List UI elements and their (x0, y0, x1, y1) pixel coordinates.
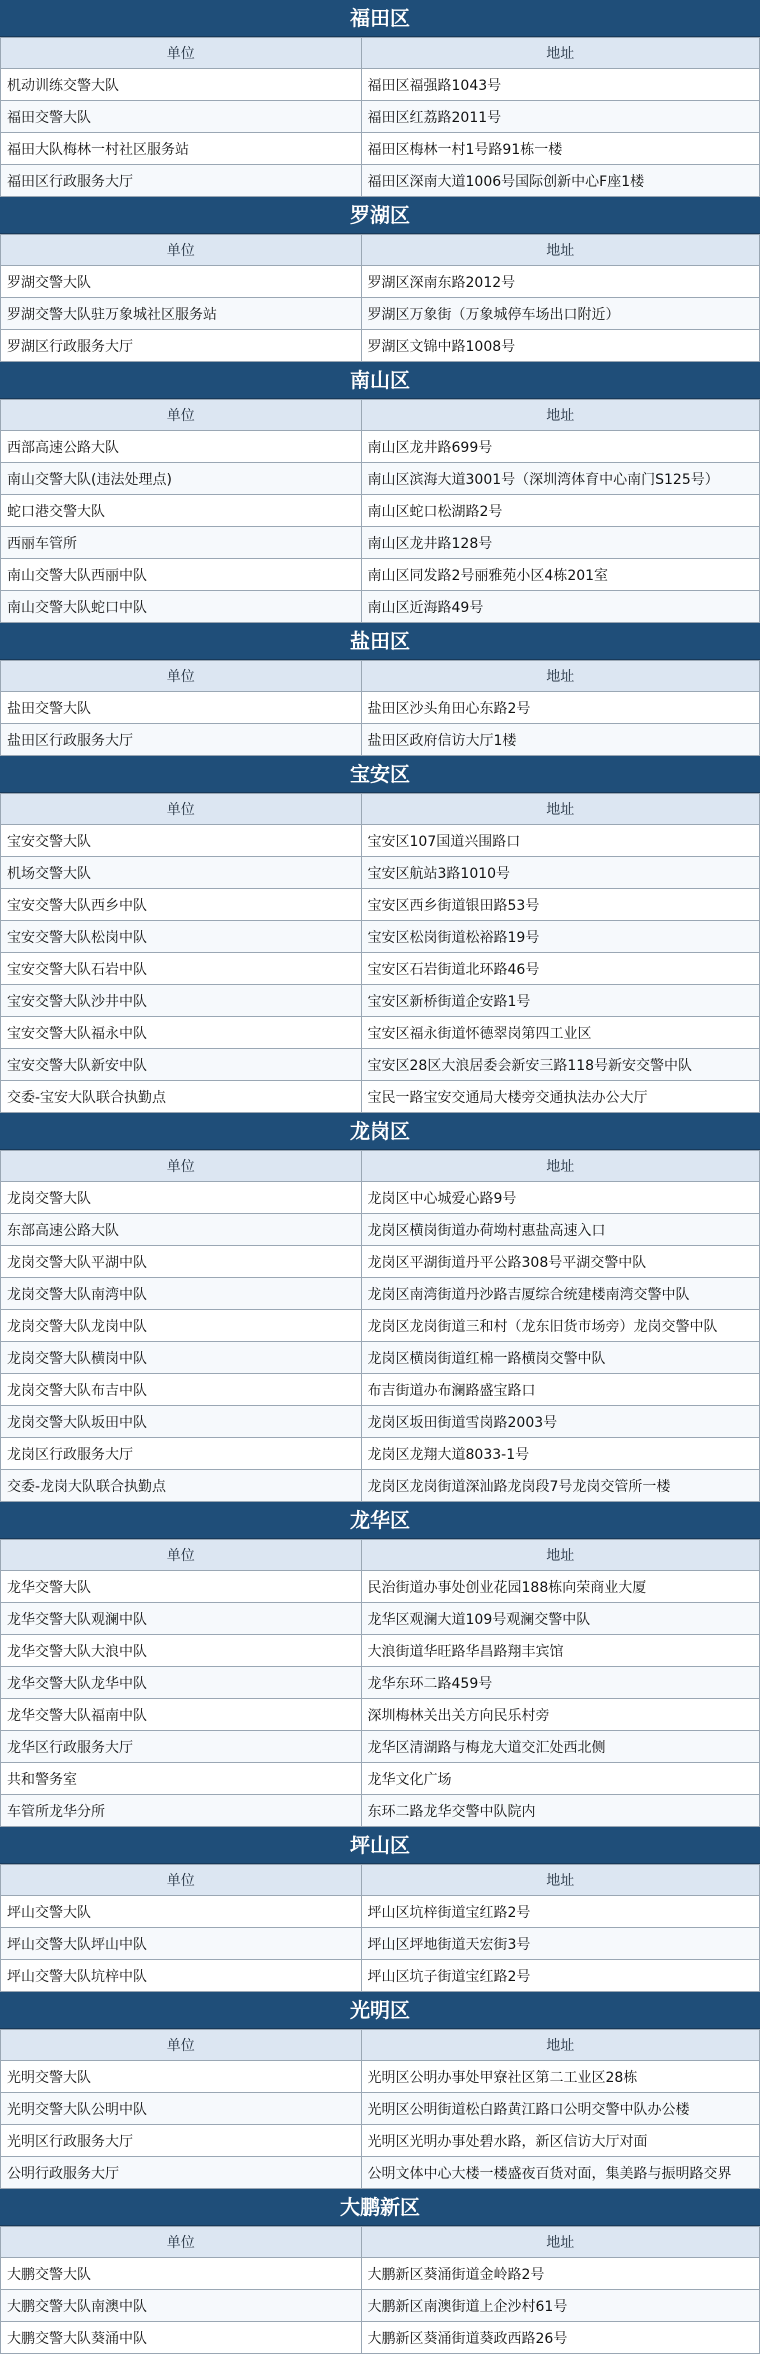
unit-cell: 机动训练交警大队 (1, 69, 362, 101)
table-header-row (1, 1865, 760, 1896)
unit-cell: 福田区行政服务大厅 (1, 165, 362, 197)
unit-cell: 坪山交警大队坪山中队 (1, 1928, 362, 1960)
address-cell: 南山区蛇口松湖路2号 (361, 495, 759, 527)
unit-cell: 大鹏交警大队南澳中队 (1, 2290, 362, 2322)
table-row (1, 1017, 760, 1049)
table-row (1, 1310, 760, 1342)
table-row (1, 1374, 760, 1406)
district-title: 盐田区 (0, 623, 760, 660)
address-cell: 龙岗区龙翔大道8033-1号 (361, 1438, 759, 1470)
address-cell: 光明区光明办事处碧水路，新区信访大厅对面 (361, 2125, 759, 2157)
table-row (1, 2093, 760, 2125)
unit-cell: 西部高速公路大队 (1, 431, 362, 463)
table-row (1, 2061, 760, 2093)
district-table (0, 1864, 760, 1992)
address-cell: 光明区公明街道松白路黄江路口公明交警中队办公楼 (361, 2093, 759, 2125)
district-table (0, 1539, 760, 1827)
table-row (1, 2322, 760, 2354)
table-row (1, 1049, 760, 1081)
table-row (1, 298, 760, 330)
unit-cell: 龙华交警大队福南中队 (1, 1699, 362, 1731)
unit-cell: 宝安交警大队石岩中队 (1, 953, 362, 985)
column-header-unit: 单位 (1, 1865, 362, 1896)
column-header-address: 地址 (361, 1151, 759, 1182)
unit-cell: 机场交警大队 (1, 857, 362, 889)
unit-cell: 宝安交警大队新安中队 (1, 1049, 362, 1081)
district-table (0, 234, 760, 362)
table-row (1, 495, 760, 527)
district-table (0, 37, 760, 197)
table-row (1, 527, 760, 559)
unit-cell: 罗湖区行政服务大厅 (1, 330, 362, 362)
address-cell: 龙岗区平湖街道丹平公路308号平湖交警中队 (361, 1246, 759, 1278)
table-row (1, 591, 760, 623)
unit-cell: 龙华交警大队 (1, 1571, 362, 1603)
unit-cell: 福田大队梅林一村社区服务站 (1, 133, 362, 165)
address-cell: 南山区同发路2号丽雅苑小区4栋201室 (361, 559, 759, 591)
district-title: 宝安区 (0, 756, 760, 793)
address-cell: 龙岗区南湾街道丹沙路吉厦综合统建楼南湾交警中队 (361, 1278, 759, 1310)
address-cell: 福田区福强路1043号 (361, 69, 759, 101)
table-row (1, 953, 760, 985)
district-table (0, 793, 760, 1113)
table-header-row (1, 2030, 760, 2061)
table-row (1, 2157, 760, 2189)
unit-cell: 龙岗交警大队南湾中队 (1, 1278, 362, 1310)
column-header-unit: 单位 (1, 1540, 362, 1571)
district-table (0, 1150, 760, 1502)
address-cell: 坪山区坪地街道天宏街3号 (361, 1928, 759, 1960)
unit-cell: 龙岗交警大队布吉中队 (1, 1374, 362, 1406)
district-table (0, 2029, 760, 2189)
address-cell: 龙岗区中心城爱心路9号 (361, 1182, 759, 1214)
table-row (1, 330, 760, 362)
table-row (1, 1795, 760, 1827)
column-header-address: 地址 (361, 794, 759, 825)
address-cell: 宝安区28区大浪居委会新安三路118号新安交警中队 (361, 1049, 759, 1081)
district-title: 龙岗区 (0, 1113, 760, 1150)
table-row (1, 857, 760, 889)
column-header-unit: 单位 (1, 1151, 362, 1182)
unit-cell: 盐田区行政服务大厅 (1, 724, 362, 756)
unit-cell: 宝安交警大队 (1, 825, 362, 857)
column-header-address: 地址 (361, 2030, 759, 2061)
table-row (1, 165, 760, 197)
table-row (1, 133, 760, 165)
table-row (1, 559, 760, 591)
address-cell: 龙华文化广场 (361, 1763, 759, 1795)
table-row (1, 1278, 760, 1310)
address-cell: 龙华区观澜大道109号观澜交警中队 (361, 1603, 759, 1635)
table-row (1, 1960, 760, 1992)
table-row (1, 101, 760, 133)
table-header-row (1, 1540, 760, 1571)
table-header-row (1, 235, 760, 266)
unit-cell: 龙华交警大队大浪中队 (1, 1635, 362, 1667)
table-row (1, 431, 760, 463)
table-header-row (1, 661, 760, 692)
address-cell: 民治街道办事处创业花园188栋向荣商业大厦 (361, 1571, 759, 1603)
table-header-row (1, 794, 760, 825)
address-cell: 龙岗区龙岗街道三和村（龙东旧货市场旁）龙岗交警中队 (361, 1310, 759, 1342)
table-header-row (1, 400, 760, 431)
table-row (1, 889, 760, 921)
table-row (1, 2290, 760, 2322)
unit-cell: 龙华区行政服务大厅 (1, 1731, 362, 1763)
unit-cell: 宝安交警大队沙井中队 (1, 985, 362, 1017)
table-row (1, 266, 760, 298)
unit-cell: 交委-龙岗大队联合执勤点 (1, 1470, 362, 1502)
address-cell: 盐田区沙头角田心东路2号 (361, 692, 759, 724)
column-header-address: 地址 (361, 400, 759, 431)
table-row (1, 1731, 760, 1763)
table-row (1, 825, 760, 857)
address-cell: 宝民一路宝安交通局大楼旁交通执法办公大厅 (361, 1081, 759, 1113)
address-cell: 龙岗区横岗街道办荷坳村惠盐高速入口 (361, 1214, 759, 1246)
table-row (1, 1667, 760, 1699)
table-row (1, 1928, 760, 1960)
table-header-row (1, 1151, 760, 1182)
table-row (1, 1699, 760, 1731)
address-cell: 布吉街道办布澜路盛宝路口 (361, 1374, 759, 1406)
unit-cell: 龙岗区行政服务大厅 (1, 1438, 362, 1470)
unit-cell: 共和警务室 (1, 1763, 362, 1795)
address-cell: 坪山区坑子街道宝红路2号 (361, 1960, 759, 1992)
address-cell: 东环二路龙华交警中队院内 (361, 1795, 759, 1827)
address-cell: 宝安区石岩街道北环路46号 (361, 953, 759, 985)
column-header-address: 地址 (361, 661, 759, 692)
unit-cell: 龙岗交警大队龙岗中队 (1, 1310, 362, 1342)
table-header-row (1, 38, 760, 69)
table-row (1, 2258, 760, 2290)
address-cell: 南山区近海路49号 (361, 591, 759, 623)
district-table (0, 399, 760, 623)
address-cell: 南山区龙井路699号 (361, 431, 759, 463)
table-row (1, 1438, 760, 1470)
table-row (1, 69, 760, 101)
unit-cell: 光明交警大队 (1, 2061, 362, 2093)
table-row (1, 1246, 760, 1278)
address-cell: 龙华区清湖路与梅龙大道交汇处西北侧 (361, 1731, 759, 1763)
unit-cell: 龙华交警大队龙华中队 (1, 1667, 362, 1699)
unit-cell: 龙岗交警大队平湖中队 (1, 1246, 362, 1278)
table-row (1, 1763, 760, 1795)
column-header-address: 地址 (361, 1540, 759, 1571)
table-row (1, 724, 760, 756)
unit-cell: 车管所龙华分所 (1, 1795, 362, 1827)
column-header-unit: 单位 (1, 400, 362, 431)
district-title: 坪山区 (0, 1827, 760, 1864)
unit-cell: 龙岗交警大队坂田中队 (1, 1406, 362, 1438)
address-cell: 光明区公明办事处甲寮社区第二工业区28栋 (361, 2061, 759, 2093)
unit-cell: 公明行政服务大厅 (1, 2157, 362, 2189)
column-header-unit: 单位 (1, 235, 362, 266)
district-title: 龙华区 (0, 1502, 760, 1539)
table-row (1, 1571, 760, 1603)
unit-cell: 福田交警大队 (1, 101, 362, 133)
address-cell: 大浪街道华旺路华昌路翔丰宾馆 (361, 1635, 759, 1667)
table-row (1, 463, 760, 495)
unit-cell: 宝安交警大队福永中队 (1, 1017, 362, 1049)
unit-cell: 蛇口港交警大队 (1, 495, 362, 527)
table-row (1, 692, 760, 724)
column-header-unit: 单位 (1, 2030, 362, 2061)
address-cell: 大鹏新区葵涌街道金岭路2号 (361, 2258, 759, 2290)
table-row (1, 1342, 760, 1374)
address-cell: 公明文体中心大楼一楼盛夜百货对面，集美路与振明路交界 (361, 2157, 759, 2189)
table-row (1, 1406, 760, 1438)
unit-cell: 东部高速公路大队 (1, 1214, 362, 1246)
table-row (1, 1896, 760, 1928)
unit-cell: 南山交警大队蛇口中队 (1, 591, 362, 623)
table-header-row (1, 2227, 760, 2258)
address-cell: 罗湖区文锦中路1008号 (361, 330, 759, 362)
district-title: 光明区 (0, 1992, 760, 2029)
address-cell: 龙岗区横岗街道红棉一路横岗交警中队 (361, 1342, 759, 1374)
table-row (1, 1635, 760, 1667)
address-cell: 坪山区坑梓街道宝红路2号 (361, 1896, 759, 1928)
unit-cell: 龙岗交警大队 (1, 1182, 362, 1214)
address-cell: 大鹏新区葵涌街道葵政西路26号 (361, 2322, 759, 2354)
table-row (1, 1214, 760, 1246)
unit-cell: 南山交警大队西丽中队 (1, 559, 362, 591)
column-header-unit: 单位 (1, 794, 362, 825)
unit-cell: 光明交警大队公明中队 (1, 2093, 362, 2125)
unit-cell: 交委-宝安大队联合执勤点 (1, 1081, 362, 1113)
column-header-address: 地址 (361, 1865, 759, 1896)
address-cell: 福田区红荔路2011号 (361, 101, 759, 133)
column-header-address: 地址 (361, 38, 759, 69)
address-cell: 龙华东环二路459号 (361, 1667, 759, 1699)
unit-cell: 罗湖交警大队 (1, 266, 362, 298)
address-cell: 宝安区福永街道怀德翠岗第四工业区 (361, 1017, 759, 1049)
unit-cell: 西丽车管所 (1, 527, 362, 559)
unit-cell: 宝安交警大队西乡中队 (1, 889, 362, 921)
column-header-unit: 单位 (1, 38, 362, 69)
column-header-address: 地址 (361, 2227, 759, 2258)
address-cell: 南山区滨海大道3001号（深圳湾体育中心南门S125号） (361, 463, 759, 495)
unit-cell: 大鹏交警大队葵涌中队 (1, 2322, 362, 2354)
unit-cell: 罗湖交警大队驻万象城社区服务站 (1, 298, 362, 330)
address-cell: 龙岗区坂田街道雪岗路2003号 (361, 1406, 759, 1438)
district-table (0, 660, 760, 756)
address-cell: 罗湖区深南东路2012号 (361, 266, 759, 298)
address-cell: 深圳梅林关出关方向民乐村旁 (361, 1699, 759, 1731)
unit-cell: 龙华交警大队观澜中队 (1, 1603, 362, 1635)
district-title: 大鹏新区 (0, 2189, 760, 2226)
district-title: 罗湖区 (0, 197, 760, 234)
table-row (1, 985, 760, 1017)
district-title: 南山区 (0, 362, 760, 399)
address-cell: 大鹏新区南澳街道上企沙村61号 (361, 2290, 759, 2322)
unit-cell: 盐田交警大队 (1, 692, 362, 724)
table-row (1, 1081, 760, 1113)
column-header-unit: 单位 (1, 661, 362, 692)
table-row (1, 921, 760, 953)
unit-cell: 宝安交警大队松岗中队 (1, 921, 362, 953)
unit-cell: 坪山交警大队 (1, 1896, 362, 1928)
column-header-address: 地址 (361, 235, 759, 266)
address-cell: 盐田区政府信访大厅1楼 (361, 724, 759, 756)
address-cell: 龙岗区龙岗街道深汕路龙岗段7号龙岗交管所一楼 (361, 1470, 759, 1502)
address-cell: 宝安区西乡街道银田路53号 (361, 889, 759, 921)
column-header-unit: 单位 (1, 2227, 362, 2258)
table-row (1, 1470, 760, 1502)
table-row (1, 2125, 760, 2157)
address-cell: 宝安区航站3路1010号 (361, 857, 759, 889)
district-table (0, 2226, 760, 2354)
address-cell: 福田区深南大道1006号国际创新中心F座1楼 (361, 165, 759, 197)
unit-cell: 坪山交警大队坑梓中队 (1, 1960, 362, 1992)
address-cell: 宝安区新桥街道企安路1号 (361, 985, 759, 1017)
unit-cell: 光明区行政服务大厅 (1, 2125, 362, 2157)
address-cell: 宝安区松岗街道松裕路19号 (361, 921, 759, 953)
table-row (1, 1603, 760, 1635)
address-cell: 宝安区107国道兴围路口 (361, 825, 759, 857)
unit-cell: 龙岗交警大队横岗中队 (1, 1342, 362, 1374)
address-cell: 福田区梅林一村1号路91栋一楼 (361, 133, 759, 165)
unit-cell: 大鹏交警大队 (1, 2258, 362, 2290)
address-cell: 罗湖区万象街（万象城停车场出口附近） (361, 298, 759, 330)
address-cell: 南山区龙井路128号 (361, 527, 759, 559)
unit-cell: 南山交警大队(违法处理点) (1, 463, 362, 495)
district-title: 福田区 (0, 0, 760, 37)
table-row (1, 1182, 760, 1214)
